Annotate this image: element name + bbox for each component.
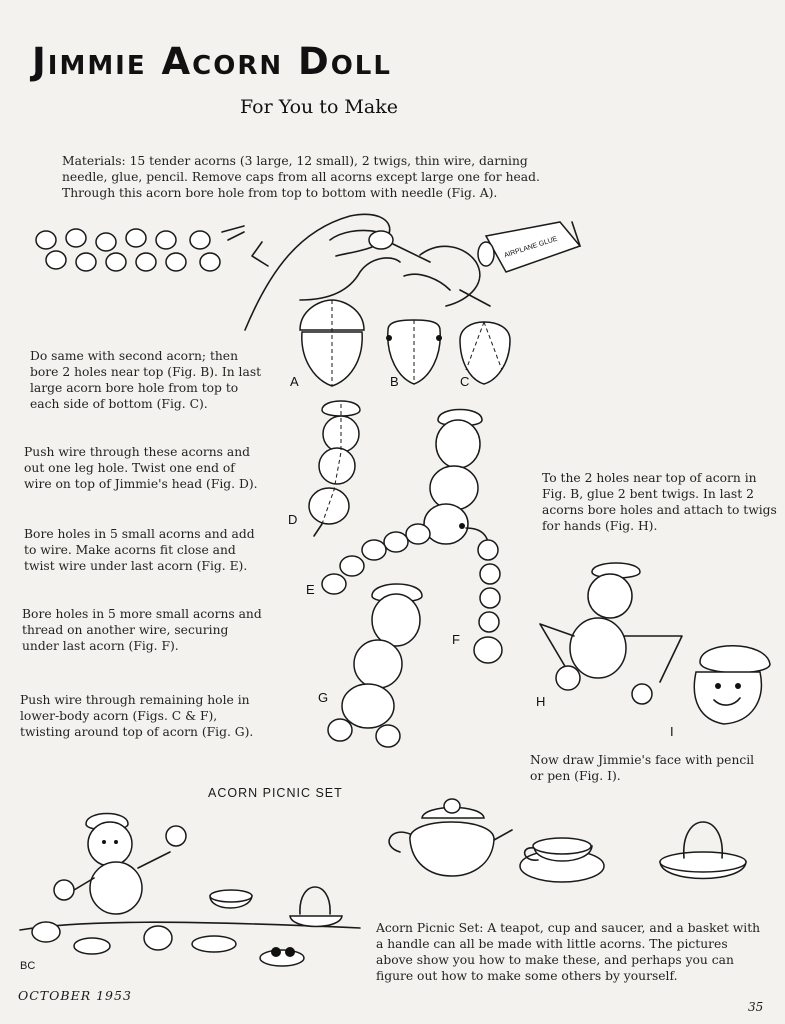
acorn-row-illustration <box>36 226 268 271</box>
page-number: 35 <box>748 1000 764 1014</box>
teapot-illustration <box>389 799 512 876</box>
figure-label-h: H <box>536 694 546 709</box>
picnic-text: Acorn Picnic Set: A teapot, cup and saucer, and a basket with a handle can all be made with little acorns. The pictures above show you how to make these, and perhaps you can figure out how to make some others by yourself. <box>376 921 761 983</box>
basket-illustration <box>660 822 746 879</box>
step-text-1: Do same with second acorn; then bore 2 holes near top (Fig. B). In last large acorn bore hole from top to each side of bottom (Fig. C). <box>30 349 262 411</box>
figure-label-g: G <box>318 690 329 705</box>
picnic-scene-illustration <box>20 814 360 967</box>
cup-saucer-illustration <box>520 838 604 882</box>
figure-i-face-drawing <box>694 646 770 724</box>
picnic-section-title: ACORN PICNIC SET <box>208 786 343 800</box>
issue-date: OCTOBER 1953 <box>18 988 132 1003</box>
figure-label-i: I <box>670 724 674 739</box>
step-text-face: Now draw Jimmie's face with pencil or pen (Fig. I). <box>530 753 755 783</box>
step-text-3: Bore holes in 5 small acorns and add to wire. Make acorns fit close and twist wire under last acorn (Fig. E). <box>24 527 255 573</box>
figure-label-a: A <box>290 374 299 389</box>
figure-label-d: D <box>288 512 298 527</box>
figure-a-drawing <box>300 300 364 386</box>
page-title: Jimmie Acorn Doll <box>32 40 392 83</box>
materials-text: Materials: 15 tender acorns (3 large, 12 small), 2 twigs, thin wire, darning needle, glue, pencil. Remove caps from all acorns except large one for head. Through this acorn bore hole from top to bottom with needle (Fig. A). <box>62 154 540 200</box>
step-text-hands: To the 2 holes near top of acorn in Fig. B, glue 2 bent twigs. In last 2 acorns bore holes and attach to twigs for hands (Fig. H). <box>542 471 777 533</box>
hands-illustration <box>245 214 490 330</box>
figure-label-e: E <box>306 582 315 597</box>
figure-h-drawing <box>540 563 682 704</box>
figure-d-drawing <box>309 401 360 536</box>
step-text-2: Push wire through these acorns and out one leg hole. Twist one end of wire on top of Jimmie's head (Fig. D). <box>24 445 258 491</box>
figure-label-f: F <box>452 632 460 647</box>
step-text-5: Push wire through remaining hole in lower-body acorn (Figs. C & F), twisting around top of acorn (Fig. G). <box>20 693 254 739</box>
artist-initials: BC <box>20 960 36 972</box>
figure-label-c: C <box>460 374 470 389</box>
figure-label-b: B <box>390 374 399 389</box>
page-subtitle: For You to Make <box>240 96 398 118</box>
step-text-4: Bore holes in 5 more small acorns and thread on another wire, securing under last acorn (Fig. F). <box>22 607 262 653</box>
glue-tube-label: AIRPLANE GLUE <box>503 235 559 260</box>
figure-g-drawing <box>328 584 422 747</box>
